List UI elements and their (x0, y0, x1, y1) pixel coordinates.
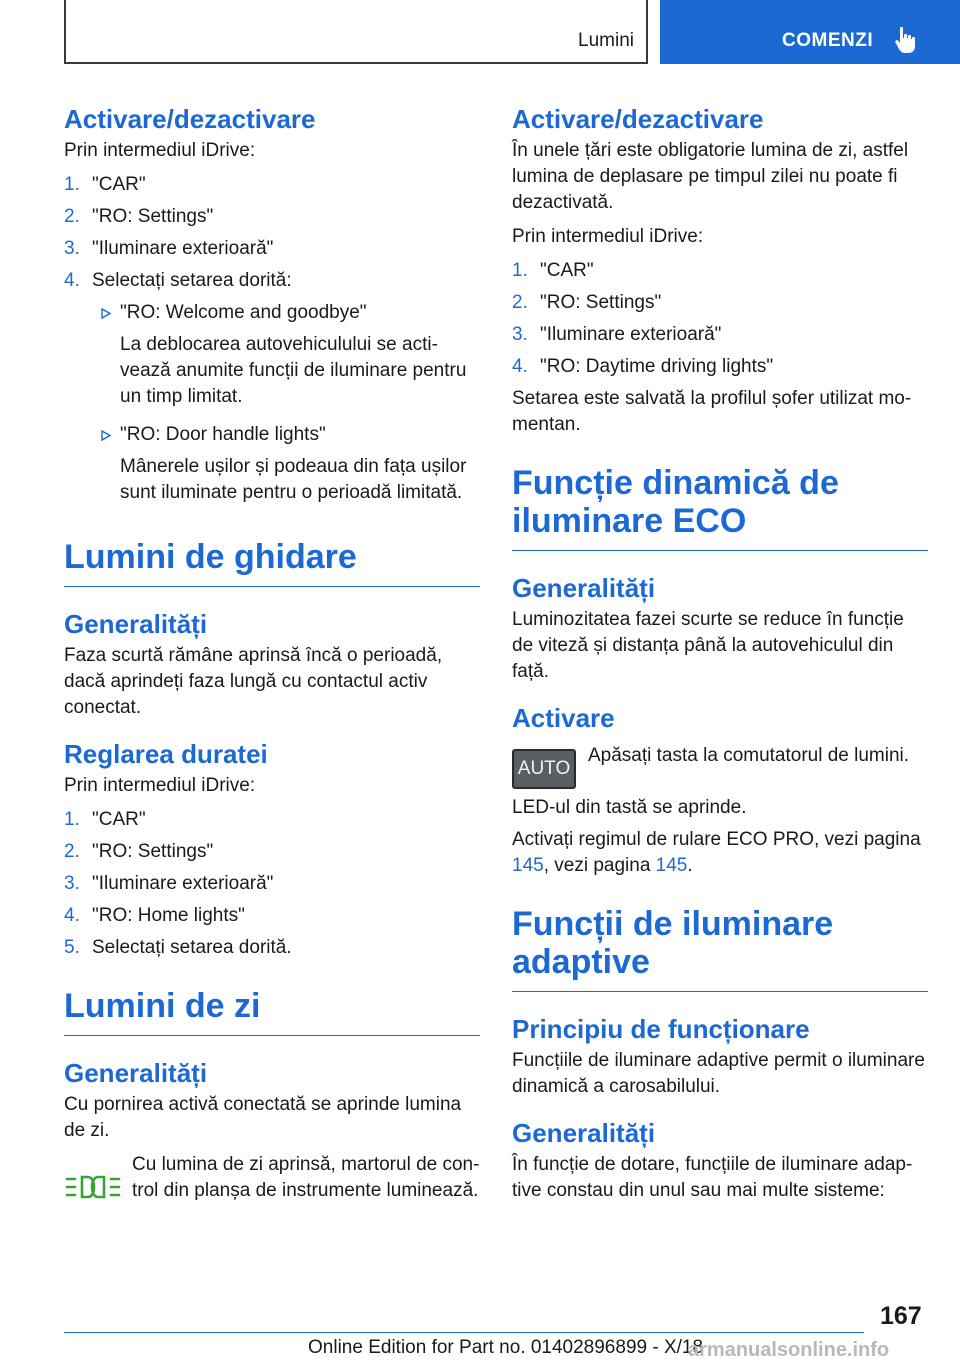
day-general-text: Cu pornirea activă conectată se aprinde lumina de zi. (64, 1094, 462, 1141)
heading-adaptive-general: Generalități (512, 1118, 656, 1148)
adaptive-general-text: În funcție de dotare, funcțiile de iluminare adaptive constau din unul sau mai multe sisteme: (512, 1154, 913, 1201)
list-item: 5. Selectați setarea dorită. (64, 937, 292, 958)
heading-adaptive-functions: Funcții de iluminare adaptive (512, 905, 928, 992)
footer-divider (64, 1332, 864, 1333)
eco-mode-text: Activați regimul de rulare ECO PRO, vezi pagina 145, vezi pagina 145. (512, 829, 921, 876)
list-item: 3. "Iluminare exterioară" (64, 873, 274, 894)
daytime-running-light-icon (64, 1174, 122, 1200)
heading-activation-left: Activare/dezactivare (64, 104, 316, 134)
guide-general-text: Faza scurtă rămâne aprinsă încă o perioadă, dacă aprindeți faza lungă cu contactul activ conectat. (64, 645, 443, 718)
list-item: 4. "RO: Home lights" (64, 905, 245, 926)
dur-steps (64, 807, 480, 961)
list-item: 2. "RO: Settings" (64, 206, 214, 227)
auto-light-key-icon: AUTO (512, 749, 576, 789)
list-item: 1. "CAR" (64, 809, 146, 830)
act-options (92, 300, 480, 512)
heading-day-general: Generalități (64, 1058, 208, 1088)
day-indicator-row (64, 1152, 480, 1204)
page-number: 167 (880, 1302, 922, 1330)
eco-activation-text: Apăsați tasta la comutatorul de lumini. (588, 745, 910, 766)
left-column (64, 100, 480, 1204)
heading-duration: Reglarea duratei (64, 739, 268, 769)
heading-activation-right: Activare/dezactivare (512, 104, 764, 134)
right-column (512, 100, 928, 1204)
principle-text: Funcțiile de iluminare adaptive permit o iluminare dinamică a carosabilului. (512, 1050, 925, 1097)
option-welcome: "RO: Welcome and goodbye" La deblocarea autovehiculului se activează anumite funcții de iluminare pentru un timp limitat. (92, 300, 480, 416)
header-chapter-label: COMENZI (782, 30, 874, 51)
act-text-right: În unele țări este obligatorie lumina de zi, astfel lumina de deplasare pe timpul zilei nu poate fi dezactivată. (512, 140, 909, 213)
dur-intro: Prin intermediul iDrive: (64, 775, 256, 796)
page-link-145[interactable]: 145 (512, 855, 544, 876)
act-note-right: Setarea este salvată la profilul șofer utilizat momentan. (512, 388, 912, 435)
header-section-label: Lumini (578, 30, 634, 51)
act-steps-left (64, 172, 480, 512)
auto-key-row (512, 743, 928, 789)
list-item: 1. "CAR" (64, 174, 146, 195)
hand-pointer-icon (894, 26, 920, 54)
eco-led-text: LED-ul din tastă se aprinde. (512, 797, 747, 818)
heading-eco-general: Generalități (512, 573, 656, 603)
heading-principle: Principiu de funcționare (512, 1014, 810, 1044)
list-item: 4. "RO: Daytime driving lights" (512, 356, 774, 377)
footer-edition: Online Edition for Part no. 01402896899 - X/18 (308, 1337, 704, 1358)
list-item: 2. "RO: Settings" (512, 292, 662, 313)
header-chapter-tab (660, 0, 960, 64)
option-door-handle: "RO: Door handle lights" Mânerele ușilor și podeaua din fața ușilor sunt iluminate pentru o perioadă limitată. (92, 422, 480, 512)
act-intro-left: Prin intermediul iDrive: (64, 140, 256, 161)
heading-day-lights: Lumini de zi (64, 987, 480, 1036)
heading-eco-activation: Activare (512, 703, 615, 733)
header-section-tab (64, 0, 648, 64)
act-steps-right (512, 258, 928, 380)
watermark: armanualsonline.info (688, 1339, 890, 1361)
heading-guide-lights: Lumini de ghidare (64, 538, 480, 587)
heading-eco-function: Funcție dinamică de iluminare ECO (512, 464, 928, 551)
heading-guide-general: Generalități (64, 609, 208, 639)
list-item: 3. "Iluminare exterioară" (512, 324, 722, 345)
list-item: 2. "RO: Settings" (64, 841, 214, 862)
list-item: 3. "Iluminare exterioară" (64, 238, 274, 259)
act-intro-right: Prin intermediul iDrive: (512, 226, 704, 247)
triangle-bullet-icon (92, 300, 120, 416)
list-item: 4. Selectați setarea dorită: (64, 270, 292, 291)
list-item: 1. "CAR" (512, 260, 594, 281)
triangle-bullet-icon (92, 422, 120, 512)
day-icon-text: Cu lumina de zi aprinsă, martorul de control din planșa de instrumente luminează. (132, 1154, 480, 1201)
page-link-145[interactable]: 145 (655, 855, 688, 876)
eco-general-text: Luminozitatea fazei scurte se reduce în funcție de viteză și distanța până la autovehiculul din față. (512, 609, 904, 682)
